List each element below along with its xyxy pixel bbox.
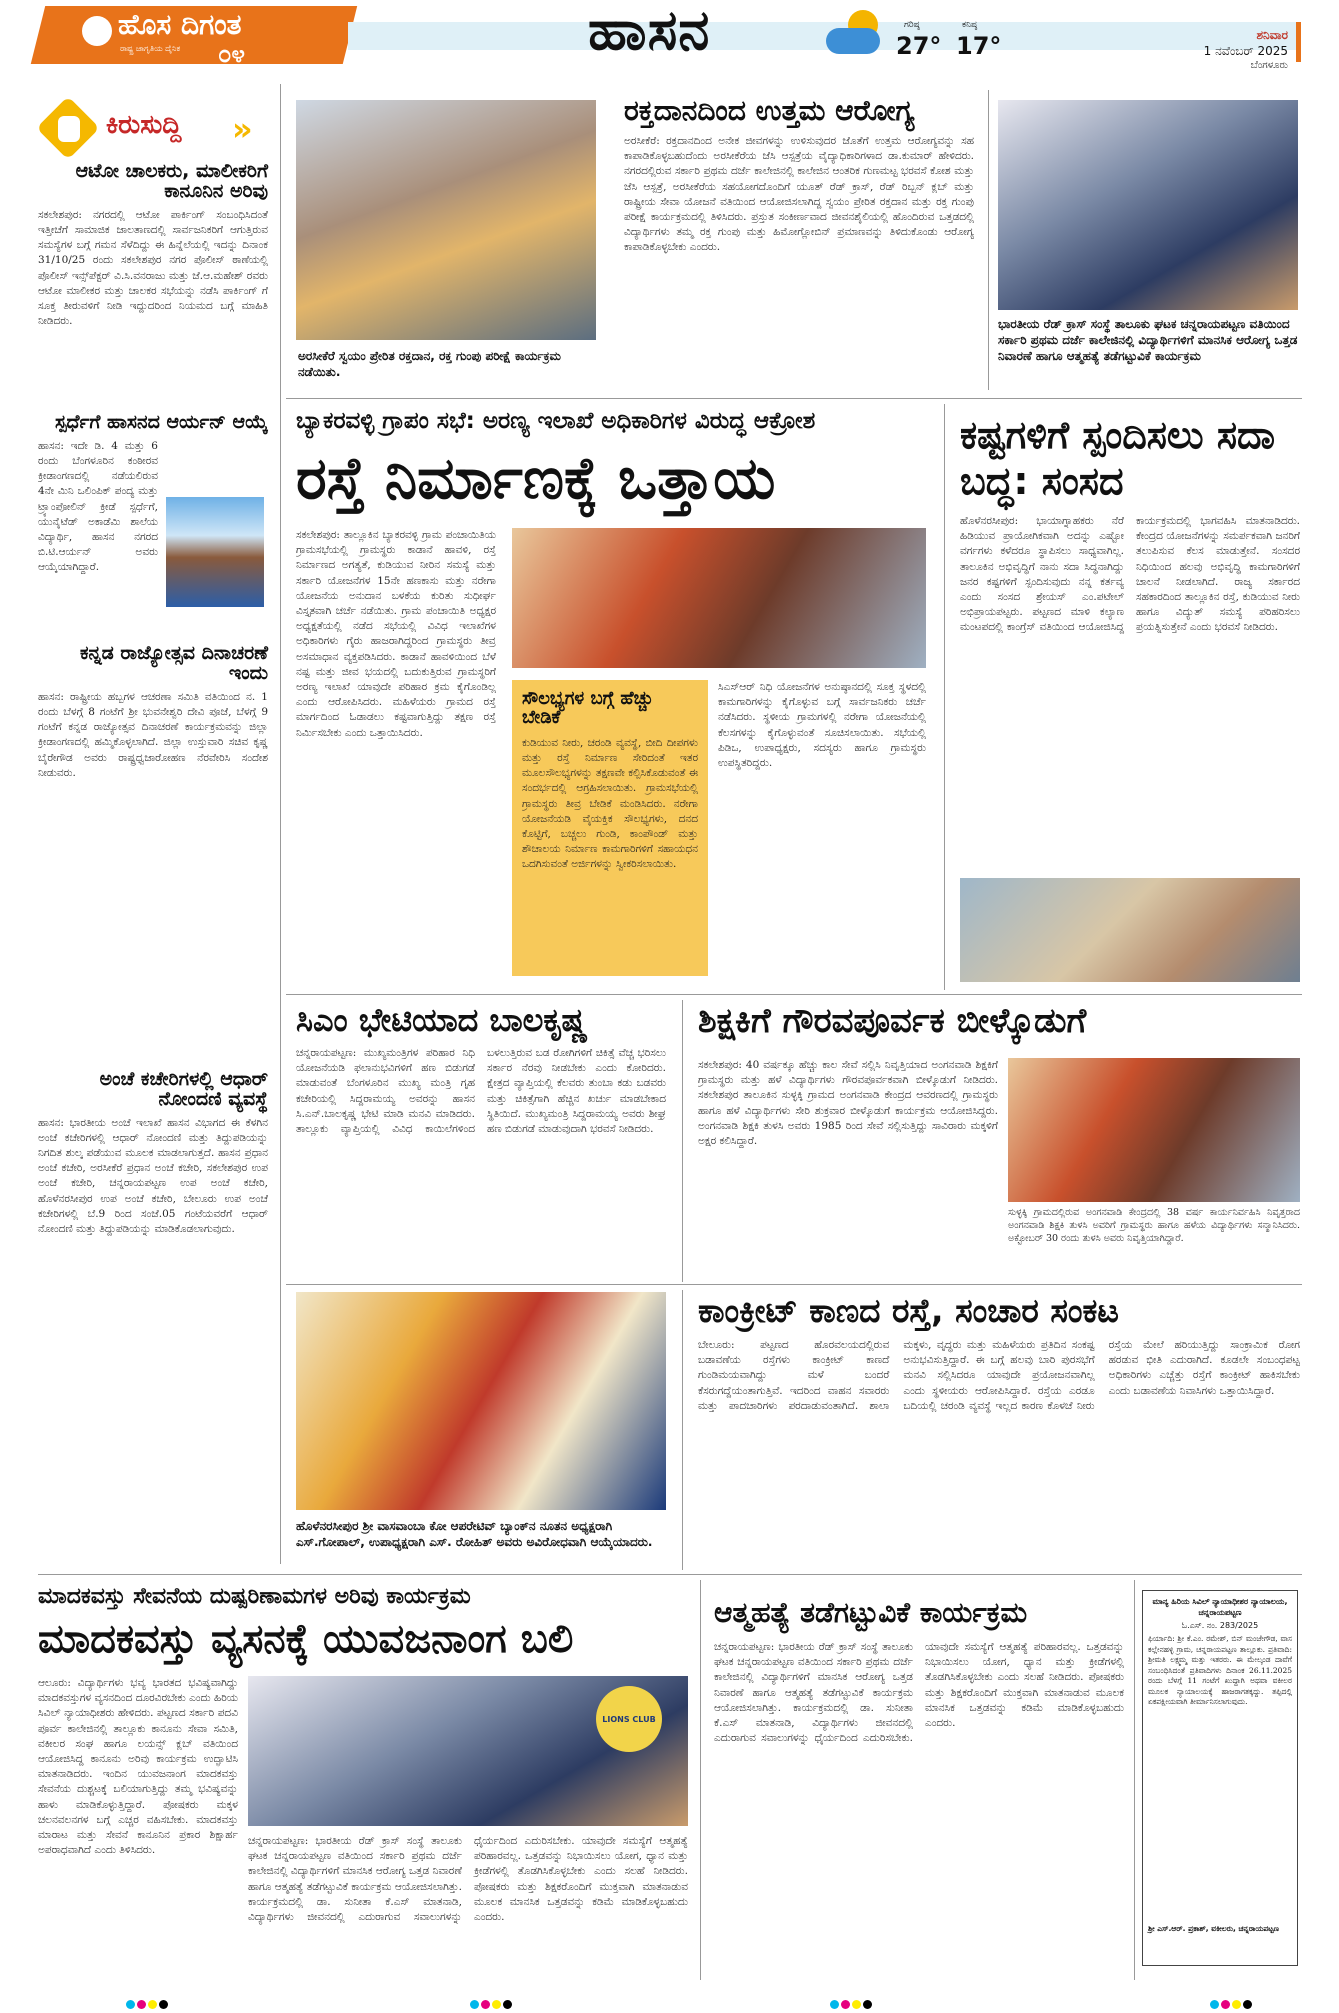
- atmahatya-text: ಚನ್ನರಾಯಪಟ್ಟಣ: ಭಾರತೀಯ ರೆಡ್ ಕ್ರಾಸ್ ಸಂಸ್ಥೆ ತಾಲೂಕು ಘಟಕ ಚನ್ನರಾಯಪಟ್ಟಣ ವತಿಯಿಂದ ಸರ್ಕಾರಿ ಪ್ರಥಮ ದರ್ಜೆ ಕಾಲೇಜಿನಲ್ಲಿ ವಿದ್ಯಾರ್ಥಿಗಳಿಗೆ ಮಾನಸಿಕ ಆರೋಗ್ಯ ಒತ್ತಡ ನಿವಾರಣೆ ಹಾಗೂ ಆತ್ಮಹತ್ಯೆ ತಡೆಗಟ್ಟುವಿಕೆ ಕಾರ್ಯಕ್ರಮ ಆಯೋಜಿಸಲಾಗಿತ್ತು. ಕಾರ್ಯಕ್ರಮದಲ್ಲಿ ಡಾ. ಸುನೀತಾ ಕೆ.ಎಸ್ ಮಾತನಾಡಿ, ವಿದ್ಯಾರ್ಥಿಗಳು ಜೀವನದಲ್ಲಿ ಎದುರಾಗುವ ಸವಾಲುಗಳನ್ನು ಧೈರ್ಯದಿಂದ ಎದುರಿಸಬೇಕು. ಯಾವುದೇ ಸಮಸ್ಯೆಗೆ ಆತ್ಮಹತ್ಯೆ ಪರಿಹಾರವಲ್ಲ. ಒತ್ತಡವನ್ನು ನಿಭಾಯಿಸಲು ಯೋಗ, ಧ್ಯಾನ ಮತ್ತು ಕ್ರೀಡೆಗಳಲ್ಲಿ ತೊಡಗಿಸಿಕೊಳ್ಳಬೇಕು ಎಂದು ಸಲಹೆ ನೀಡಿದರು. ಪೋಷಕರು ಮತ್ತು ಶಿಕ್ಷಕರೊಂದಿಗೆ ಮುಕ್ತವಾಗಿ ಮಾತನಾಡುವ ಮೂಲಕ ಮಾನಸಿಕ ಒತ್ತಡವನ್ನು ಕಡಿಮೆ ಮಾಡಿಕೊಳ್ಳಬಹುದು ಎಂದರು.: [714, 1641, 1124, 1745]
- registration-marks: [470, 1994, 514, 2013]
- divider: [1134, 1580, 1135, 1980]
- kiru-title-2: ಸ್ಪರ್ಧೆಗೆ ಹಾಸನದ ಆರ್ಯನ್ ಆಯ್ಕೆ: [54, 410, 268, 433]
- legal-notice: [1142, 1590, 1298, 1966]
- kiru-title-1: ಆಟೋ ಚಾಲಕರು, ಮಾಲೀಕರಿಗೆ ಕಾನೂನಿನ ಅರಿವು: [75, 160, 268, 202]
- divider: [988, 90, 989, 390]
- aryan-photo: [166, 497, 264, 607]
- shikshaki-title: ಶಿಕ್ಷಕಿಗೆ ಗೌರವಪೂರ್ವಕ ಬೀಳ್ಕೊಡುಗೆ: [698, 1001, 1087, 1041]
- cooperative-caption: ಹೊಳೆನರಸೀಪುರ ಶ್ರೀ ವಾಸವಾಂಬಾ ಕೋ ಆಪರೇಟಿವ್ ಬ್ಯಾಂಕ್‌ನ ನೂತನ ಅಧ್ಯಕ್ಷರಾಗಿ ಎಸ್.ಗೋಪಾಲ್, ಉಪಾಧ್ಯಕ್ಷರಾಗಿ ಎಸ್. ರೋಹಿತ್ ಅವರು ಅವಿರೋಧವಾಗಿ ಆಯ್ಕೆಯಾದರು.: [296, 1519, 653, 1549]
- divider: [286, 994, 1302, 995]
- hand-icon: [58, 116, 80, 142]
- kirusuddi-label: ಕಿರುಸುದ್ದಿ: [106, 110, 182, 140]
- notice-case: ಓ.ಎಸ್. ನಂ. 283/2025: [1181, 1621, 1259, 1630]
- cm-title: ಸಿಎಂ ಭೇಟಿಯಾದ ಬಾಲಕೃಷ್ಣ: [296, 1001, 588, 1039]
- caption-left: ಅರಸೀಕೆರೆ ಸ್ವಯಂ ಪ್ರೇರಿತ ರಕ್ತದಾನ, ರಕ್ತ ಗುಂಪು ಪರೀಕ್ಷೆ ಕಾರ್ಯಕ್ರಮ ನಡೆಯಿತು.: [298, 349, 561, 379]
- lions-club-photo: [248, 1676, 688, 1826]
- divider: [682, 1290, 683, 1570]
- registration-marks: [1210, 1994, 1254, 2013]
- kiru-title-3: ಕನ್ನಡ ರಾಜ್ಯೋತ್ಸವ ದಿನಾಚರಣೆ ಇಂದು: [79, 641, 268, 684]
- notice-title: ಮಾನ್ಯ ಹಿರಿಯ ಸಿವಿಲ್ ನ್ಯಾಯಾಧೀಶರ ನ್ಯಾಯಾಲಯ, ಚನ್ನರಾಯಪಟ್ಟಣ: [1152, 1597, 1288, 1617]
- masthead: [0, 0, 1339, 74]
- registration-marks: [830, 1994, 874, 2013]
- accent-bar: [1296, 22, 1301, 62]
- district-title: ಹಾಸನ: [588, 0, 711, 63]
- raktadana-text: ಅರಸೀಕೆರೆ: ರಕ್ತದಾನದಿಂದ ಅನೇಕ ಜೀವಗಳನ್ನು ಉಳಿಸುವುದರ ಜೊತೆಗೆ ಉತ್ತಮ ಆರೋಗ್ಯವನ್ನು ಸಹ ಕಾಪಾಡಿಕೊಳ್ಳಬಹುದೆಂದು ಅರಸೀಕೆರೆಯ ಜೆಸಿ ಆಸ್ಪತ್ರೆಯ ವೈದ್ಯಾಧಿಕಾರಿಗಳಾದ ಡಾ.ಕುಮಾರ್ ಹೇಳಿದರು. ನಗರದಲ್ಲಿರುವ ಸರ್ಕಾರಿ ಪ್ರಥಮ ದರ್ಜೆ ಕಾಲೇಜಿನಲ್ಲಿ ಕಾಲೇಜಿನ ಆಂತರಿಕ ಗುಣಮಟ್ಟ ಭರವಸೆ ಕೋಶ ಮತ್ತು ಜೆಸಿ ಆಸ್ಪತ್ರೆ, ಅರಸೀಕೆರೆಯ ಸಹಯೋಗದೊಂದಿಗೆ ಯೂತ್ ರೆಡ್ ಕ್ರಾಸ್, ರೆಡ್ ರಿಬ್ಬನ್ ಕ್ಲಬ್ ಮತ್ತು ರಾಷ್ಟ್ರೀಯ ಸೇವಾ ಯೋಜನೆ ವತಿಯಿಂದ ಆಯೋಜಿಸಲಾಗಿದ್ದ ಸ್ವಯಂ ಪ್ರೇರಿತ ರಕ್ತದಾನ ಮತ್ತು ರಕ್ತ ಗುಂಪು ಪರೀಕ್ಷೆ ಕಾರ್ಯಕ್ರಮದಲ್ಲಿ ತಿಳಿಸಿದರು. ಪ್ರಸ್ತುತ ಸಂಕೀರ್ಣವಾದ ಜೀವನಶೈಲಿಯಲ್ಲಿ ಹೊಂದಿರುವ ಒತ್ತಡದಲ್ಲಿ ವಿದ್ಯಾರ್ಥಿಗಳು ತಮ್ಮ ರಕ್ತ ಗುಂಪು ಮತ್ತು ಹಿಮೋಗ್ಲೋಬಿನ್ ಪ್ರಮಾಣವನ್ನು ತಿಳಿದುಕೊಂಡು ಆರೋಗ್ಯ ಕಾಪಾಡಿಕೊಳ್ಳಬೇಕು ಎಂದರು.: [624, 135, 974, 254]
- concrete-text: ಬೇಲೂರು: ಪಟ್ಟಣದ ಹೊರವಲಯದಲ್ಲಿರುವ ಬಡಾವಣೆಯ ರಸ್ತೆಗಳು ಕಾಂಕ್ರೀಟ್ ಕಾಣದೆ ಗುಂಡಿಮಯವಾಗಿದ್ದು ಮಳೆ ಬಂದರೆ ಕೆಸರುಗದ್ದೆಯಂತಾಗುತ್ತಿವೆ. ಇದರಿಂದ ವಾಹನ ಸವಾರರು ಮತ್ತು ಪಾದಚಾರಿಗಳು ಪರದಾಡುವಂತಾಗಿದೆ. ಶಾಲಾ ಮಕ್ಕಳು, ವೃದ್ಧರು ಮತ್ತು ಮಹಿಳೆಯರು ಪ್ರತಿದಿನ ಸಂಕಷ್ಟ ಅನುಭವಿಸುತ್ತಿದ್ದಾರೆ. ಈ ಬಗ್ಗೆ ಹಲವು ಬಾರಿ ಪುರಸಭೆಗೆ ಮನವಿ ಸಲ್ಲಿಸಿದರೂ ಯಾವುದೇ ಪ್ರಯೋಜನವಾಗಿಲ್ಲ ಎಂದು ಸ್ಥಳೀಯರು ಆರೋಪಿಸಿದ್ದಾರೆ. ರಸ್ತೆಯ ಎರಡೂ ಬದಿಯಲ್ಲಿ ಚರಂಡಿ ವ್ಯವಸ್ಥೆ ಇಲ್ಲದ ಕಾರಣ ಕೊಳಚೆ ನೀರು ರಸ್ತೆಯ ಮೇಲೆ ಹರಿಯುತ್ತಿದ್ದು ಸಾಂಕ್ರಾಮಿಕ ರೋಗ ಹರಡುವ ಭೀತಿ ಎದುರಾಗಿದೆ. ಕೂಡಲೇ ಸಂಬಂಧಪಟ್ಟ ಅಧಿಕಾರಿಗಳು ಎಚ್ಚೆತ್ತು ರಸ್ತೆಗೆ ಕಾಂಕ್ರೀಟ್ ಹಾಕಿಸಬೇಕು ಎಂದು ಬಡಾವಣೆಯ ನಿವಾಸಿಗಳು ಒತ್ತಾಯಿಸಿದ್ದಾರೆ.: [698, 1339, 1300, 1412]
- atmahatya-title: ಆತ್ಮಹತ್ಯೆ ತಡೆಗಟ್ಟುವಿಕೆ ಕಾರ್ಯಕ್ರಮ: [714, 1596, 1028, 1629]
- mp-event-photo: [960, 878, 1300, 982]
- divider: [38, 1574, 1302, 1575]
- box-title: ಸೌಲಭ್ಯಗಳ ಬಗ್ಗೆ ಹೆಚ್ಚು ಬೇಡಿಕೆ: [522, 688, 654, 728]
- logo-tagline: ರಾಷ್ಟ್ರ ಜಾಗೃತಿಯ ದೈನಿಕ: [120, 44, 181, 53]
- raste-kicker: ಬ್ಯಾಕರವಳ್ಳಿ ಗ್ರಾಪಂ ಸಭೆ: ಅರಣ್ಯ ಇಲಾಖೆ ಅಧಿಕಾರಿಗಳ ವಿರುದ್ಧ ಆಕ್ರೋಶ: [296, 408, 816, 434]
- divider: [944, 404, 945, 990]
- min-temp: 17°: [956, 32, 1002, 60]
- madaka-text-2: ಚನ್ನರಾಯಪಟ್ಟಣ: ಭಾರತೀಯ ರೆಡ್ ಕ್ರಾಸ್ ಸಂಸ್ಥೆ ತಾಲೂಕು ಘಟಕ ಚನ್ನರಾಯಪಟ್ಟಣ ವತಿಯಿಂದ ಸರ್ಕಾರಿ ಪ್ರಥಮ ದರ್ಜೆ ಕಾಲೇಜಿನಲ್ಲಿ ವಿದ್ಯಾರ್ಥಿಗಳಿಗೆ ಮಾನಸಿಕ ಆರೋಗ್ಯ ಒತ್ತಡ ನಿವಾರಣೆ ಹಾಗೂ ಆತ್ಮಹತ್ಯೆ ತಡೆಗಟ್ಟುವಿಕೆ ಕಾರ್ಯಕ್ರಮ ಆಯೋಜಿಸಲಾಗಿತ್ತು. ಕಾರ್ಯಕ್ರಮದಲ್ಲಿ ಡಾ. ಸುನೀತಾ ಕೆ.ಎಸ್ ಮಾತನಾಡಿ, ವಿದ್ಯಾರ್ಥಿಗಳು ಜೀವನದಲ್ಲಿ ಎದುರಾಗುವ ಸವಾಲುಗಳನ್ನು ಧೈರ್ಯದಿಂದ ಎದುರಿಸಬೇಕು. ಯಾವುದೇ ಸಮಸ್ಯೆಗೆ ಆತ್ಮಹತ್ಯೆ ಪರಿಹಾರವಲ್ಲ. ಒತ್ತಡವನ್ನು ನಿಭಾಯಿಸಲು ಯೋಗ, ಧ್ಯಾನ ಮತ್ತು ಕ್ರೀಡೆಗಳಲ್ಲಿ ತೊಡಗಿಸಿಕೊಳ್ಳಬೇಕು ಎಂದು ಸಲಹೆ ನೀಡಿದರು. ಪೋಷಕರು ಮತ್ತು ಶಿಕ್ಷಕರೊಂದಿಗೆ ಮುಕ್ತವಾಗಿ ಮಾತನಾಡುವ ಮೂಲಕ ಮಾನಸಿಕ ಒತ್ತಡವನ್ನು ಕಡಿಮೆ ಮಾಡಿಕೊಳ್ಳಬಹುದು ಎಂದರು.: [248, 1835, 688, 1924]
- madaka-title: ಮಾದಕವಸ್ತು ವ್ಯಸನಕ್ಕೆ ಯುವಜನಾಂಗ ಬಲಿ: [38, 1616, 574, 1662]
- raste-text: ಸಕಲೇಶಪುರ: ತಾಲ್ಲೂಕಿನ ಬ್ಯಾಕರವಳ್ಳಿ ಗ್ರಾಮ ಪಂಚಾಯಿತಿಯ ಗ್ರಾಮಸಭೆಯಲ್ಲಿ ಗ್ರಾಮಸ್ಥರು ಕಾಡಾನೆ ಹಾವಳಿ, ರಸ್ತೆ ನಿರ್ಮಾಣದ ಅಗತ್ಯತೆ, ಕುಡಿಯುವ ನೀರಿನ ಸಮಸ್ಯೆ ಮತ್ತು ಸರ್ಕಾರಿ ಯೋಜನೆಗಳ 15ನೇ ಹಣಕಾಸು ಮತ್ತು ನರೇಗಾ ಯೋಜನೆಯ ಅನುದಾನ ಬಳಕೆಯ ಕುರಿತು ಸುಧೀರ್ಘ ವಿಸ್ತೃತವಾಗಿ ಚರ್ಚೆ ನಡೆಯಿತು. ಗ್ರಾಮ ಪಂಚಾಯಿತಿ ಅಧ್ಯಕ್ಷರ ಅಧ್ಯಕ್ಷತೆಯಲ್ಲಿ ನಡೆದ ಸಭೆಯಲ್ಲಿ ವಿವಿಧ ಇಲಾಖೆಗಳ ಅಧಿಕಾರಿಗಳು ಗೈರು ಹಾಜರಾಗಿದ್ದರಿಂದ ಗ್ರಾಮಸ್ಥರು ತೀವ್ರ ಅಸಮಾಧಾನ ವ್ಯಕ್ತಪಡಿಸಿದರು. ಕಾಡಾನೆ ಹಾವಳಿಯಿಂದ ಬೆಳೆ ನಷ್ಟ ಮತ್ತು ಜೀವ ಭಯದಲ್ಲಿ ಬದುಕುತ್ತಿರುವ ಗ್ರಾಮಸ್ಥರಿಗೆ ಅರಣ್ಯ ಇಲಾಖೆ ಯಾವುದೇ ಪರಿಹಾರ ಕ್ರಮ ಕೈಗೊಂಡಿಲ್ಲ ಎಂದು ಆರೋಪಿಸಿದರು. ಮಹಿಳೆಯರು ಗ್ರಾಮದ ರಸ್ತೆ ಮಾರ್ಗದಿಂದ ಓಡಾಡಲು ಕಷ್ಟವಾಗುತ್ತಿದ್ದು ತಕ್ಷಣ ರಸ್ತೆ ನಿರ್ಮಿಸಬೇಕು ಎಂದು ಒತ್ತಾಯಿಸಿದರು.: [296, 529, 496, 739]
- chevron-icon: »: [232, 110, 253, 148]
- lions-club-sign: LIONS CLUB: [596, 1686, 662, 1752]
- kashta-text: ಹೊಳೆನರಸೀಪುರ: ಭಾಯಾಗ್ನಾಹಕರು ನೆರೆ ಹಿಡಿಯುವ ಪ್ರಾಯೋಗಿಕವಾಗಿ ಅದನ್ನು ಎಷ್ಟೋ ವರ್ಗಗಳು ಕಳೆದರೂ ಸ್ಥಾಪಿಸಲು ಸಾಧ್ಯವಾಗಿಲ್ಲ. ತಾಲೂಕಿನ ಅಭಿವೃದ್ಧಿಗೆ ನಾನು ಸದಾ ಸಿದ್ಧನಾಗಿದ್ದು ಜನರ ಕಷ್ಟಗಳಿಗೆ ಸ್ಪಂದಿಸುವುದು ನನ್ನ ಕರ್ತವ್ಯ ಎಂದು ಸಂಸದ ಶ್ರೇಯಸ್ ಎಂ.ಪಟೇಲ್ ಅಭಿಪ್ರಾಯಪಟ್ಟರು. ಪಟ್ಟಣದ ಮಾಳಿ ಕಲ್ಯಾಣ ಮಂಟಪದಲ್ಲಿ ಕಾಂಗ್ರೆಸ್ ವತಿಯಿಂದ ಆಯೋಜಿಸಿದ್ದ ಕಾರ್ಯಕ್ರಮದಲ್ಲಿ ಭಾಗವಹಿಸಿ ಮಾತನಾಡಿದರು. ಕೇಂದ್ರದ ಯೋಜನೆಗಳನ್ನು ಸಮರ್ಪಕವಾಗಿ ಜನರಿಗೆ ತಲುಪಿಸುವ ಕೆಲಸ ಮಾಡುತ್ತೇನೆ. ಸಂಸದರ ನಿಧಿಯಿಂದ ಹಲವು ಅಭಿವೃದ್ಧಿ ಕಾಮಗಾರಿಗಳಿಗೆ ಚಾಲನೆ ನೀಡಲಾಗಿದೆ. ರಾಜ್ಯ ಸರ್ಕಾರದ ಸಹಕಾರದಿಂದ ತಾಲ್ಲೂಕಿನ ರಸ್ತೆ, ಕುಡಿಯುವ ನೀರು ಹಾಗೂ ವಿದ್ಯುತ್ ಸಮಸ್ಯೆ ಪರಿಹರಿಸಲು ಪ್ರಯತ್ನಿಸುತ್ತೇನೆ ಎಂದು ಭರವಸೆ ನೀಡಿದರು.: [960, 515, 1300, 634]
- demand-box: [512, 680, 708, 976]
- kiru-text-2: ಹಾಸನ: ಇದೇ ಡಿ. 4 ಮತ್ತು 6 ರಂದು ಬೆಂಗಳೂರಿನ ಕಂಠೀರವ ಕ್ರೀಡಾಂಗಣದಲ್ಲಿ ನಡೆಯಲಿರುವ 4ನೇ ಮಿನಿ ಒಲಿಂಪಿಕ್ ಪಂದ್ಯ ಮತ್ತು ಟ್ರ್ಯಾಂಪೋಲಿನ್ ಕ್ರೀಡೆ ಸ್ಪರ್ಧೆಗೆ, ಯುನೈಟೆಡ್ ಅಕಾಡೆಮಿ ಶಾಲೆಯ ವಿದ್ಯಾರ್ಥಿ, ಹಾಸನ ನಗರದ ಬಿ.ಟಿ.ಆರ್ಯನ್ ಅವರು ಆಯ್ಕೆಯಾಗಿದ್ದಾರೆ.: [38, 439, 158, 574]
- redcross-photo: [998, 100, 1298, 310]
- teacher-farewell-photo: [1008, 1058, 1300, 1202]
- madaka-text: ಆಲೂರು: ವಿದ್ಯಾರ್ಥಿಗಳು ಭವ್ಯ ಭಾರತದ ಭವಿಷ್ಯವಾಗಿದ್ದು ಮಾದಕವಸ್ತುಗಳ ವ್ಯಸನದಿಂದ ದೂರವಿರಬೇಕು ಎಂದು ಹಿರಿಯ ಸಿವಿಲ್ ನ್ಯಾಯಾಧೀಶರು ಹೇಳಿದರು. ಪಟ್ಟಣದ ಸರ್ಕಾರಿ ಪದವಿ ಪೂರ್ವ ಕಾಲೇಜಿನಲ್ಲಿ ತಾಲ್ಲೂಕು ಕಾನೂನು ಸೇವಾ ಸಮಿತಿ, ವಕೀಲರ ಸಂಘ ಹಾಗೂ ಲಯನ್ಸ್ ಕ್ಲಬ್ ವತಿಯಿಂದ ಆಯೋಜಿಸಿದ್ದ ಕಾನೂನು ಅರಿವು ಕಾರ್ಯಕ್ರಮ ಉದ್ಘಾಟಿಸಿ ಮಾತನಾಡಿದರು. ಇಂದಿನ ಯುವಜನಾಂಗ ಮಾದಕವಸ್ತು ಸೇವನೆಯ ದುಶ್ಚಟಕ್ಕೆ ಬಲಿಯಾಗುತ್ತಿದ್ದು ತಮ್ಮ ಭವಿಷ್ಯವನ್ನು ಹಾಳು ಮಾಡಿಕೊಳ್ಳುತ್ತಿದ್ದಾರೆ. ಪೋಷಕರು ಮಕ್ಕಳ ಚಲನವಲನಗಳ ಬಗ್ಗೆ ಎಚ್ಚರ ವಹಿಸಬೇಕು. ಮಾದಕವಸ್ತು ಮಾರಾಟ ಮತ್ತು ಸೇವನೆ ಕಾನೂನಿನ ಪ್ರಕಾರ ಶಿಕ್ಷಾರ್ಹ ಅಪರಾಧವಾಗಿದೆ ಎಂದು ತಿಳಿಸಿದರು.: [38, 1677, 238, 1857]
- divider: [286, 398, 1302, 399]
- day: ಶನಿವಾರ: [1256, 28, 1288, 42]
- city: ಬೆಂಗಳೂರು: [1250, 60, 1288, 71]
- box-text: ಕುಡಿಯುವ ನೀರು, ಚರಂಡಿ ವ್ಯವಸ್ಥೆ, ಬೀದಿ ದೀಪಗಳು ಮತ್ತು ರಸ್ತೆ ನಿರ್ಮಾಣ ಸೇರಿದಂತೆ ಇತರ ಮೂಲಸೌಲಭ್ಯಗಳನ್ನು ತಕ್ಷಣವೇ ಕಲ್ಪಿಸಿಕೊಡುವಂತೆ ಈ ಸಂದರ್ಭದಲ್ಲಿ ಆಗ್ರಹಿಸಲಾಯಿತು. ಗ್ರಾಮಸಭೆಯಲ್ಲಿ ಗ್ರಾಮಸ್ಥರು ತೀವ್ರ ಬೇಡಿಕೆ ಮಂಡಿಸಿದರು. ನರೇಗಾ ಯೋಜನೆಯಡಿ ವೈಯಕ್ತಿಕ ಸೌಲಭ್ಯಗಳು, ದನದ ಕೊಟ್ಟಿಗೆ, ಬಚ್ಚಲು ಗುಂಡಿ, ಕಾಂಪೌಂಡ್ ಮತ್ತು ಶೌಚಾಲಯ ನಿರ್ಮಾಣ ಕಾಮಗಾರಿಗಳಿಗೆ ಸಹಾಯಧನ ಒದಗಿಸುವಂತೆ ಅರ್ಜಿಗಳನ್ನು ಸ್ವೀಕರಿಸಲಾಯಿತು.: [522, 736, 698, 871]
- logo-text: ಹೊಸ ದಿಗಂತ: [118, 8, 242, 41]
- shikshaki-caption: ಸುಳ್ಳಕ್ಕಿ ಗ್ರಾಮದಲ್ಲಿರುವ ಅಂಗನವಾಡಿ ಕೇಂದ್ರದಲ್ಲಿ 38 ವರ್ಷ ಕಾರ್ಯನಿರ್ವಹಿಸಿ ನಿವೃತ್ತರಾದ ಅಂಗನವಾಡಿ ಶಿಕ್ಷಕಿ ತುಳಸಿ ಅವರಿಗೆ ಗ್ರಾಮಸ್ಥರು ಹಾಗೂ ಹಳೆಯ ವಿದ್ಯಾರ್ಥಿಗಳು ಸನ್ಮಾನಿಸಿದರು. ಅಕ್ಟೋಬರ್ 30 ರಂದು ತುಳಸಿ ಅವರು ನಿವೃತ್ತಿಯಾಗಿದ್ದಾರೆ.: [1008, 1207, 1300, 1244]
- kirusuddi-column: [38, 162, 268, 1562]
- registration-marks: [126, 1994, 170, 2013]
- weather-icon: [826, 10, 886, 60]
- kiru-text-1: ಸಕಲೇಶಪುರ: ನಗರದಲ್ಲಿ ಆಟೋ ಪಾರ್ಕಿಂಗ್ ಸಂಬಂಧಿಸಿದಂತೆ ಇತ್ತೀಚೆಗೆ ಸಾಮಾಜಿಕ ಜಾಲತಾಣದಲ್ಲಿ ಸಾರ್ವಜನಿಕರಿಗೆ ಆಗುತ್ತಿರುವ ಸಮಸ್ಯೆಗಳ ಬಗ್ಗೆ ಗಮನ ಸೆಳೆದಿದ್ದು ಈ ಹಿನ್ನೆಲೆಯಲ್ಲಿ ಇದನ್ನು ದಿನಾಂಕ 31/10/25 ರಂದು ಸಕಲೇಶಪುರ ನಗರ ಪೊಲೀಸ್ ಠಾಣೆಯಲ್ಲಿ ಪೊಲೀಸ್ ಇನ್ಸ್‌ಪೆಕ್ಟರ್ ವಿ.ಸಿ.ವನರಾಜು ಮತ್ತು ಜೆ.ಆ.ಮಹೇಶ್ ರವರು ಆಟೋ ಮಾಲೀಕರ ಮತ್ತು ಚಾಲಕರ ಸಭೆಯನ್ನು ನಡೆಸಿ ಪಾರ್ಕಿಂಗ್ ಗೆ ಸೂಕ್ತ ತೀರುವಳಿಗೆ ನೀಡಿ ಇದ್ದುದರಿಂದ ನಿಯಮದ ಬಗ್ಗೆ ಮಾಹಿತಿ ನೀಡಿದರು.: [38, 208, 268, 328]
- raktadana-title: ರಕ್ತದಾನದಿಂದ ಉತ್ತಮ ಆರೋಗ್ಯ: [624, 94, 915, 127]
- concrete-title: ಕಾಂಕ್ರೀಟ್ ಕಾಣದ ರಸ್ತೆ, ಸಂಚಾರ ಸಂಕಟ: [698, 1291, 1119, 1330]
- gramasabha-photo: [512, 528, 926, 668]
- blood-donation-photo-left: [296, 100, 596, 340]
- kiru-text-4: ಹಾಸನ: ಭಾರತೀಯ ಅಂಚೆ ಇಲಾಖೆ ಹಾಸನ ವಿಭಾಗದ ಈ ಕೆಳಗಿನ ಅಂಚೆ ಕಚೇರಿಗಳಲ್ಲಿ ಆಧಾರ್ ನೋಂದಣಿ ಮತ್ತು ತಿದ್ದುಪಡಿಯನ್ನು ನಿಗದಿತ ಶುಲ್ಕ ಪಡೆಯುವ ಮೂಲಕ ಮಾಡಲಾಗುತ್ತದೆ. ಹಾಸನ ಪ್ರಧಾನ ಅಂಚೆ ಕಚೇರಿ, ಅರಸೀಕೆರೆ ಪ್ರಧಾನ ಅಂಚೆ ಕಚೇರಿ, ಸಕಲೇಶಪುರ ಉಪ ಅಂಚೆ ಕಚೇರಿ, ಚನ್ನರಾಯಪಟ್ಟಣ ಉಪ ಅಂಚೆ ಕಚೇರಿ, ಹೊಳೆನರಸೀಪುರ ಉಪ ಅಂಚೆ ಕಚೇರಿ, ಬೇಲೂರು ಉಪ ಅಂಚೆ ಕಚೇರಿಗಳಲ್ಲಿ ಬೆ.9 ರಿಂದ ಸಂಜೆ.05 ಗಂಟೆಯವರೆಗೆ ಆಧಾರ್ ನೋಂದಣಿ ಮತ್ತು ತಿದ್ದುಪಡಿಯನ್ನು ಮಾಡಿಕೊಡಲಾಗುವುದು.: [38, 1116, 268, 1235]
- notice-text: ಫಿರ್ಯಾದಿ: ಶ್ರೀ ಕೆ.ಎಂ. ರಮೇಶ್, ಬಿನ್ ಮಂಜೇಗೌಡ, ವಾಸ ಕಲ್ಲೇನಹಳ್ಳಿ ಗ್ರಾಮ, ಚನ್ನರಾಯಪಟ್ಟಣ ತಾಲ್ಲೂಕು. ಪ್ರತಿವಾದಿ: ಶ್ರೀಮತಿ ಲಕ್ಷ್ಮಮ್ಮ ಮತ್ತು ಇತರರು. ಈ ಮೇಲ್ಕಂಡ ದಾವೆಗೆ ಸಂಬಂಧಿಸಿದಂತೆ ಪ್ರತಿವಾದಿಗಳು ದಿನಾಂಕ 26.11.2025 ರಂದು ಬೆಳಗ್ಗೆ 11 ಗಂಟೆಗೆ ಖುದ್ದಾಗಿ ಅಥವಾ ವಕೀಲರ ಮೂಲಕ ನ್ಯಾಯಾಲಯಕ್ಕೆ ಹಾಜರಾಗತಕ್ಕದ್ದು. ತಪ್ಪಿದಲ್ಲಿ ಏಕಪಕ್ಷೀಯವಾಗಿ ತೀರ್ಮಾನಿಸಲಾಗುವುದು.: [1148, 1634, 1292, 1706]
- date: 1 ನವೆಂಬರ್ 2025: [1203, 44, 1288, 58]
- notice-footer: ಶ್ರೀ ಎಸ್.ಆರ್. ಪ್ರಕಾಶ್, ವಕೀಲರು, ಚನ್ನರಾಯಪಟ್ಟಣ: [1148, 1924, 1279, 1933]
- raste-text-2: ಸಿಎಸ್ಆರ್ ನಿಧಿ ಯೋಜನೆಗಳ ಅನುಷ್ಠಾನದಲ್ಲಿ ಸೂಕ್ತ ಸ್ಥಳದಲ್ಲಿ ಕಾಮಗಾರಿಗಳನ್ನು ಕೈಗೊಳ್ಳುವ ಬಗ್ಗೆ ಸಾರ್ವಜನಿಕರು ಚರ್ಚೆ ನಡೆಸಿದರು. ಸ್ಥಳೀಯ ಗ್ರಾಮಗಳಲ್ಲಿ ನರೇಗಾ ಯೋಜನೆಯಲ್ಲಿ ಕೆಲಸಗಳನ್ನು ಕೈಗೊಳ್ಳುವಂತೆ ಸೂಚಿಸಲಾಯಿತು. ಸಭೆಯಲ್ಲಿ ಪಿಡಿಒ, ಉಪಾಧ್ಯಕ್ಷರು, ಸದಸ್ಯರು ಹಾಗೂ ಗ್ರಾಮಸ್ಥರು ಉಪಸ್ಥಿತರಿದ್ದರು.: [718, 681, 926, 770]
- cooperative-bank-photo: [296, 1292, 666, 1510]
- shikshaki-text: ಸಕಲೇಶಪುರ: 40 ವರ್ಷಕ್ಕೂ ಹೆಚ್ಚು ಕಾಲ ಸೇವೆ ಸಲ್ಲಿಸಿ ನಿವೃತ್ತಿಯಾದ ಅಂಗನವಾಡಿ ಶಿಕ್ಷಕಿಗೆ ಗ್ರಾಮಸ್ಥರು ಮತ್ತು ಹಳೆ ವಿದ್ಯಾರ್ಥಿಗಳು ಗೌರವಪೂರ್ವಕವಾಗಿ ಬೀಳ್ಕೊಡುಗೆ ನೀಡಿದರು. ಸಕಲೇಶಪುರ ತಾಲೂಕಿನ ಸುಳ್ಳಕ್ಕಿ ಗ್ರಾಮದ ಅಂಗನವಾಡಿ ಕೇಂದ್ರದ ಆವರಣದಲ್ಲಿ ಗ್ರಾಮಸ್ಥರು ಹಾಗೂ ಹಳೆ ವಿದ್ಯಾರ್ಥಿಗಳು ಸೇರಿ ಶುಕ್ರವಾರ ಬೀಳ್ಕೊಡುಗೆ ಕಾರ್ಯಕ್ರಮ ಆಯೋಜಿಸಿದ್ದರು. ಅಂಗನವಾಡಿ ಶಿಕ್ಷಕಿ ತುಳಸಿ ಅವರು 1985 ರಿಂದ ಸೇವೆ ಸಲ್ಲಿಸುತ್ತಿದ್ದು ಸಾವಿರಾರು ಮಕ್ಕಳಿಗೆ ಅಕ್ಷರ ಕಲಿಸಿದ್ದಾರೆ.: [698, 1059, 998, 1148]
- max-temp-label: ಗರಿಷ್ಠ: [904, 20, 920, 30]
- madaka-kicker: ಮಾದಕವಸ್ತು ಸೇವನೆಯ ದುಷ್ಪರಿಣಾಮಗಳ ಅರಿವು ಕಾರ್ಯಕ್ರಮ: [38, 1584, 471, 1609]
- divider: [700, 1580, 701, 1980]
- raste-title: ರಸ್ತೆ ನಿರ್ಮಾಣಕ್ಕೆ ಒತ್ತಾಯ: [296, 444, 776, 512]
- cm-text: ಚನ್ನರಾಯಪಟ್ಟಣ: ಮುಖ್ಯಮಂತ್ರಿಗಳ ಪರಿಹಾರ ನಿಧಿ ಯೋಜನೆಯಡಿ ಫಲಾನುಭವಿಗಳಿಗೆ ಹಣ ಬಿಡುಗಡೆ ಮಾಡುವಂತೆ ಬೆಂಗಳೂರಿನ ಮುಖ್ಯ ಮಂತ್ರಿ ಗೃಹ ಕಚೇರಿಯಲ್ಲಿ ಸಿದ್ದರಾಮಯ್ಯ ಅವರನ್ನು ಹಾಸನ ಸಿ.ಎನ್.ಬಾಲಕೃಷ್ಣ ಭೇಟಿ ಮಾಡಿ ಮನವಿ ಮಾಡಿದರು. ತಾಲ್ಲೂಕು ವ್ಯಾಪ್ತಿಯಲ್ಲಿ ವಿವಿಧ ಕಾಯಿಲೆಗಳಿಂದ ಬಳಲುತ್ತಿರುವ ಬಡ ರೋಗಿಗಳಿಗೆ ಚಿಕಿತ್ಸೆ ವೆಚ್ಚ ಭರಿಸಲು ಸರ್ಕಾರ ನೆರವು ನೀಡಬೇಕು ಎಂದು ಕೋರಿದರು. ಕ್ಷೇತ್ರದ ವ್ಯಾಪ್ತಿಯಲ್ಲಿ ಕೆಲವರು ತುಂಬಾ ಕಡು ಬಡವರು ಮತ್ತು ಚಿಕಿತ್ಸೆಗಾಗಿ ಹೆಚ್ಚಿನ ಖರ್ಚು ಮಾಡಬೇಕಾದ ಸ್ಥಿತಿಯಿದೆ. ಮುಖ್ಯಮಂತ್ರಿ ಸಿದ್ದರಾಮಯ್ಯ ಅವರು ಶೀಘ್ರ ಹಣ ಬಿಡುಗಡೆ ಮಾಡುವುದಾಗಿ ಭರವಸೆ ನೀಡಿದರು.: [296, 1047, 666, 1136]
- min-temp-label: ಕನಿಷ್ಠ: [962, 20, 978, 30]
- divider: [286, 1284, 1302, 1285]
- kiru-title-4: ಅಂಚೆ ಕಚೇರಿಗಳಲ್ಲಿ ಆಧಾರ್ ನೋಂದಣಿ ವ್ಯವಸ್ಥೆ: [99, 1067, 268, 1110]
- logo-icon: [82, 16, 112, 46]
- divider: [682, 1000, 683, 1282]
- kiru-text-3: ಹಾಸನ: ರಾಷ್ಟ್ರೀಯ ಹಬ್ಬಗಳ ಆಚರಣಾ ಸಮಿತಿ ವತಿಯಿಂದ ನ. 1 ರಂದು ಬೆಳಗ್ಗೆ 8 ಗಂಟೆಗೆ ಶ್ರೀ ಭುವನೇಶ್ವರಿ ದೇವಿ ಪೂಜೆ, ಬೆಳಗ್ಗೆ 9 ಗಂಟೆಗೆ ಕನ್ನಡ ರಾಜ್ಯೋತ್ಸವ ದಿನಾಚರಣೆ ಕಾರ್ಯಕ್ರಮವನ್ನು ಜಿಲ್ಲಾ ಕ್ರೀಡಾಂಗಣದಲ್ಲಿ ಹಮ್ಮಿಕೊಳ್ಳಲಾಗಿದೆ. ಜಿಲ್ಲಾ ಉಸ್ತುವಾರಿ ಸಚಿವ ಕೃಷ್ಣ ಬೈರೇಗೌಡ ಅವರು ರಾಷ್ಟ್ರಧ್ವಜಾರೋಹಣ ನೆರವೇರಿಸಿ ಸಂದೇಶ ನೀಡುವರು.: [38, 690, 268, 779]
- page-number: ೦೪: [218, 40, 245, 68]
- divider: [280, 84, 281, 1564]
- max-temp: 27°: [896, 32, 942, 60]
- caption-right: ಭಾರತೀಯ ರೆಡ್ ಕ್ರಾಸ್ ಸಂಸ್ಥೆ ತಾಲೂಕು ಘಟಕ ಚನ್ನರಾಯಪಟ್ಟಣ ವತಿಯಿಂದ ಸರ್ಕಾರಿ ಪ್ರಥಮ ದರ್ಜೆ ಕಾಲೇಜಿನಲ್ಲಿ ವಿದ್ಯಾರ್ಥಿಗಳಿಗೆ ಮಾನಸಿಕ ಆರೋಗ್ಯ ಒತ್ತಡ ನಿವಾರಣೆ ಹಾಗೂ ಆತ್ಮಹತ್ಯೆ ತಡೆಗಟ್ಟುವಿಕೆ ಕಾರ್ಯಕ್ರಮ: [998, 317, 1298, 363]
- kashta-title: ಕಷ್ಟಗಳಿಗೆ ಸ್ಪಂದಿಸಲು ಸದಾ ಬದ್ಧ: ಸಂಸದ: [960, 413, 1275, 503]
